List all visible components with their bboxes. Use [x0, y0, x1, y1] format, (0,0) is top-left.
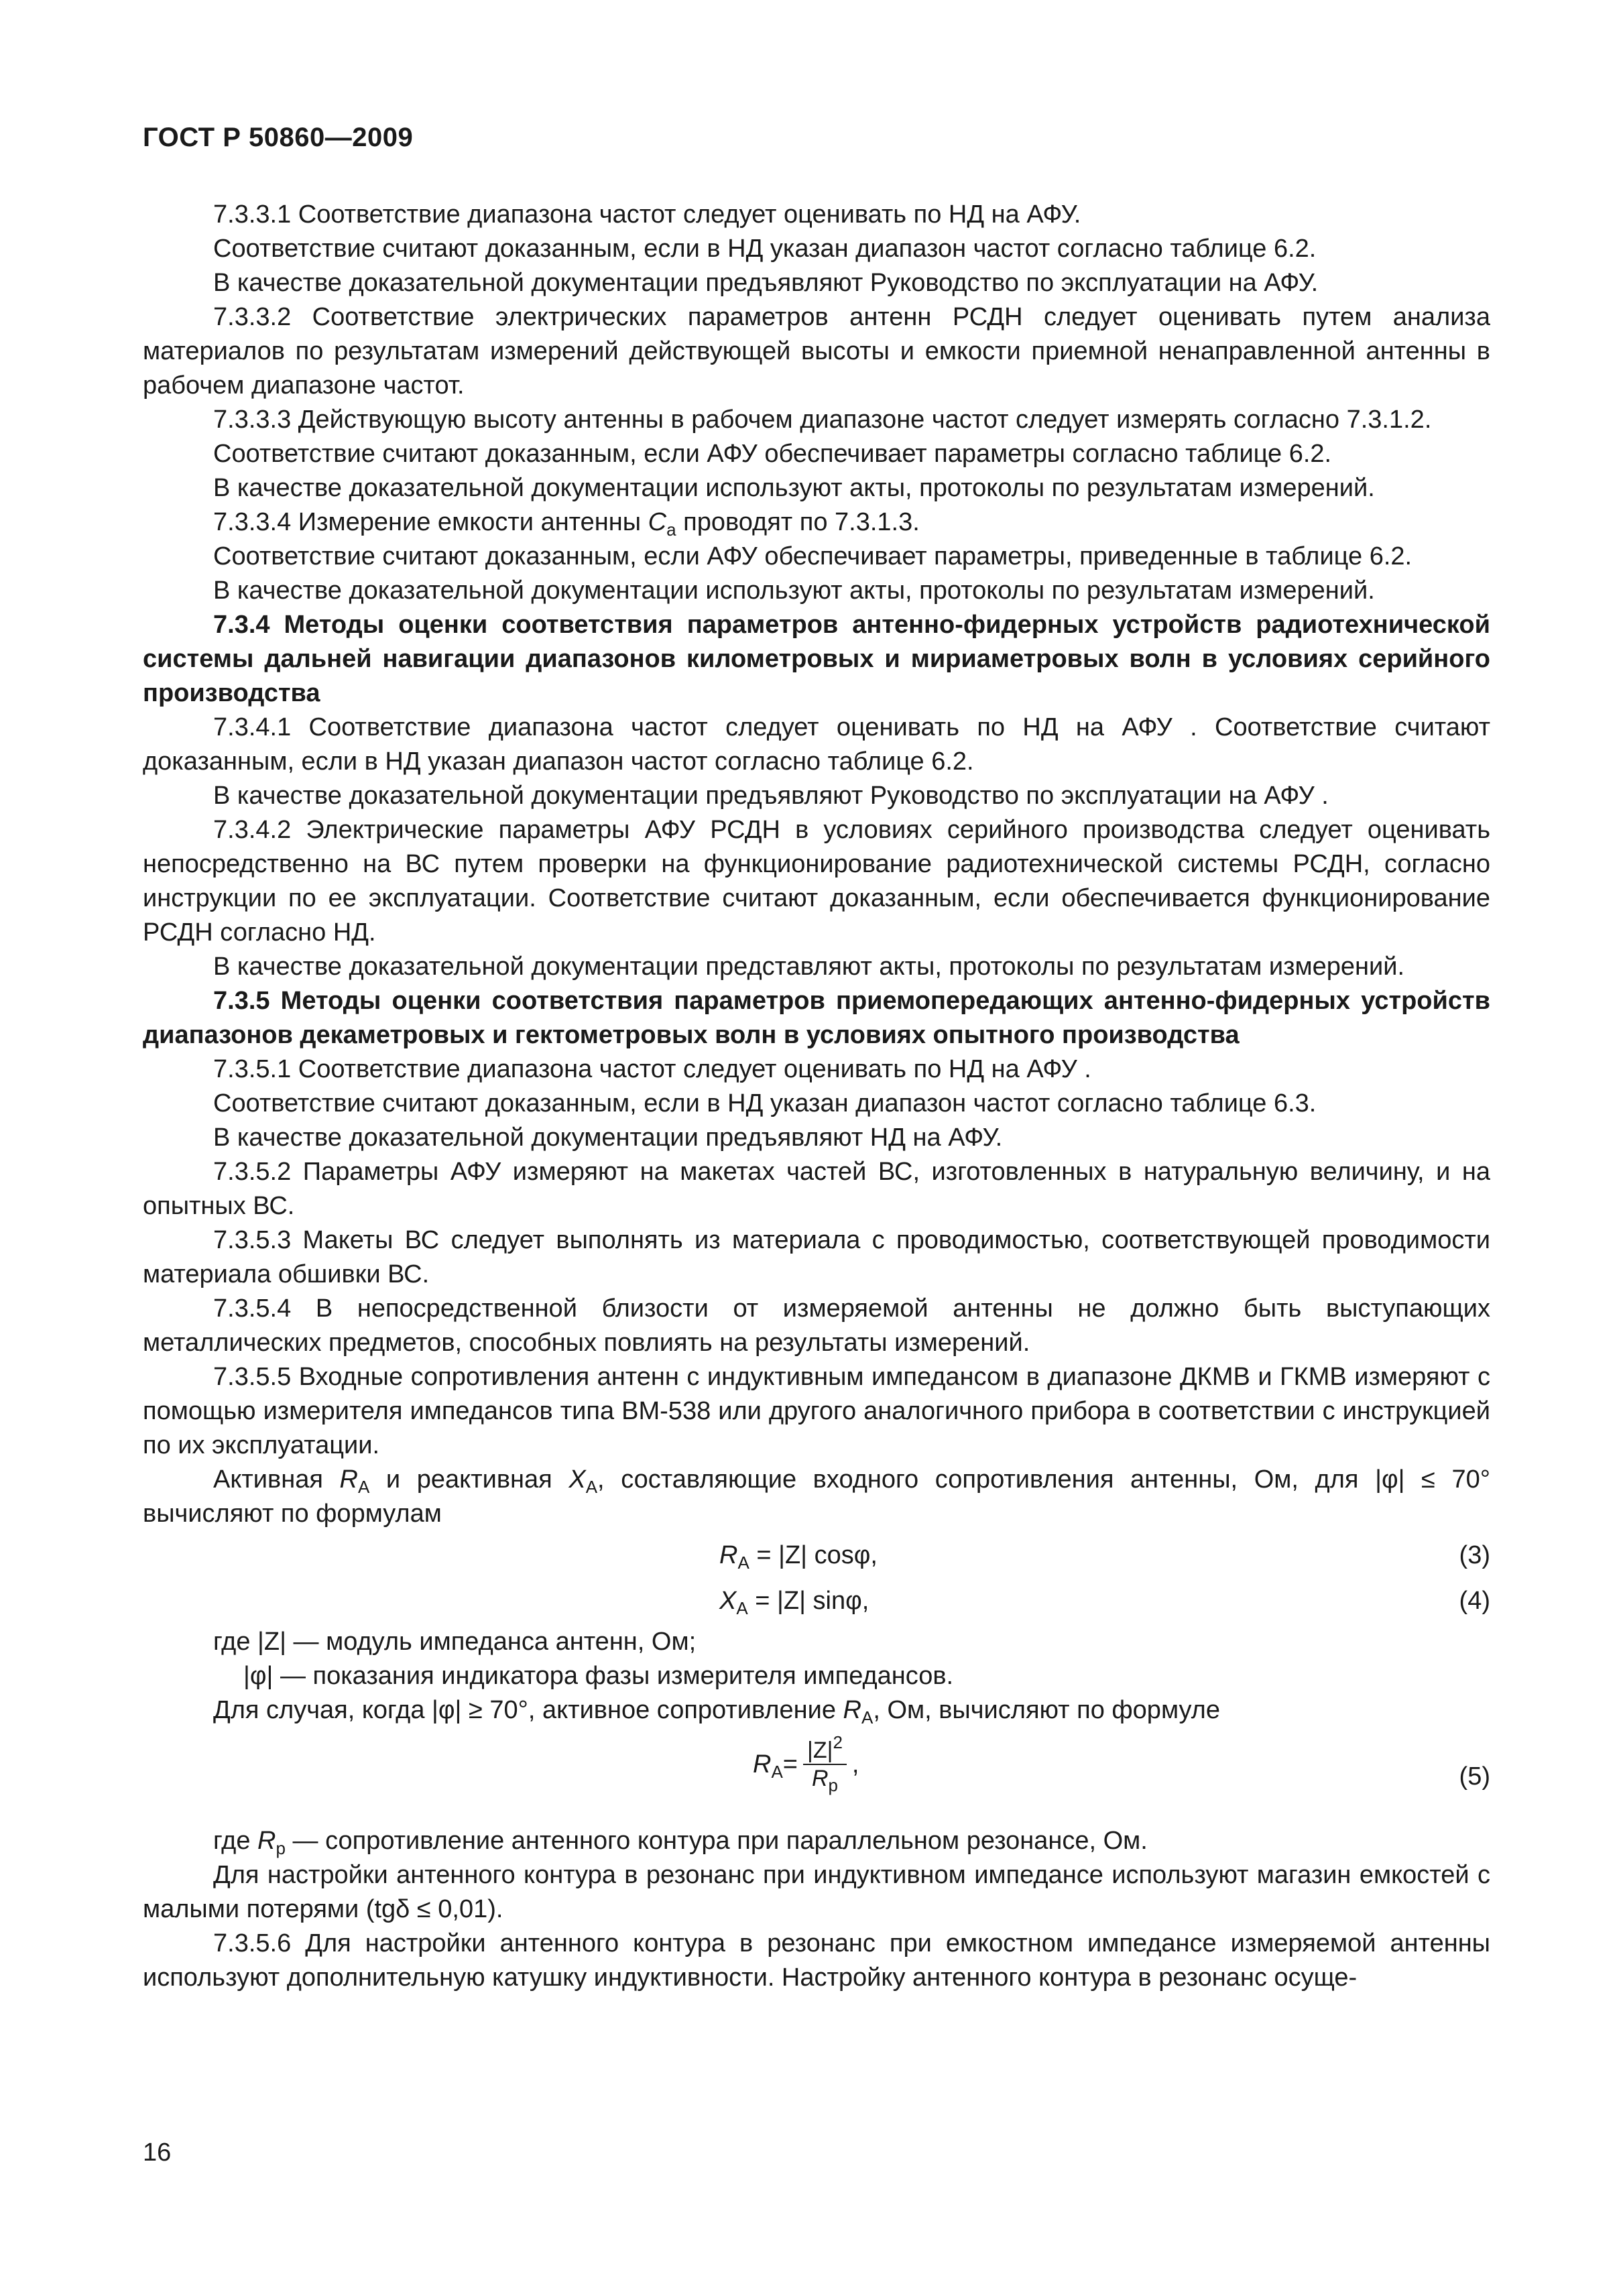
- math-subscript: A: [736, 1598, 748, 1618]
- math-subscript: A: [357, 1477, 370, 1497]
- paragraph: 7.3.5.1 Соответствие диапазона частот следует оценивать по НД на АФУ .: [213, 1055, 1091, 1083]
- text-run: проводят по 7.3.1.3.: [676, 508, 920, 536]
- page-number: 16: [143, 2138, 172, 2167]
- math-variable: R: [843, 1696, 861, 1724]
- math-variable: R: [753, 1750, 772, 1778]
- text-run: — сопротивление антенного контура при параллельном резонансе, Ом.: [285, 1827, 1148, 1855]
- equation-number: (3): [1459, 1541, 1490, 1569]
- paragraph: 7.3.5.6 Для настройки антенного контура в резонанс при емкостном импедансе измеряемой антенны используют дополнительную катушку индуктивности. Настройку антенного контура в резонанс осуще-: [143, 1929, 1490, 1992]
- paragraph: [143, 1463, 1490, 1531]
- text-run: и реактивная: [369, 1465, 569, 1494]
- fraction-denominator: [808, 1765, 842, 1795]
- paragraph: 7.3.3.1 Соответствие диапазона частот следует оценивать по НД на АФУ.: [213, 200, 1081, 229]
- formula-3: [143, 1534, 1490, 1577]
- math-variable: C: [648, 508, 667, 536]
- math-superscript: 2: [833, 1732, 843, 1752]
- formula-expression: [719, 1534, 878, 1577]
- document-body: [143, 198, 1490, 1995]
- formula-rhs: = |Z| sinφ,: [747, 1587, 869, 1615]
- paragraph: Соответствие считают доказанным, если АФУ обеспечивает параметры согласно таблице 6.2.: [213, 440, 1332, 468]
- equals-sign: =: [782, 1750, 798, 1778]
- math-variable: R: [339, 1465, 358, 1494]
- math-variable: X: [719, 1587, 737, 1615]
- paragraph: Соответствие считают доказанным, если АФУ обеспечивает параметры, приведенные в таблице 6.2.: [213, 542, 1412, 570]
- paragraph: [143, 505, 1490, 540]
- math-variable: R: [719, 1541, 738, 1569]
- fraction-numerator: [803, 1732, 847, 1765]
- paragraph: Соответствие считают доказанным, если в НД указан диапазон частот согласно таблице 6.2.: [213, 235, 1317, 263]
- paragraph: В качестве доказательной документации используют акты, протоколы по результатам измерений.: [213, 474, 1375, 502]
- paragraph: 7.3.5.5 Входные сопротивления антенн с индуктивным импедансом в диапазоне ДКМВ и ГКМВ измеряют с помощью измерителя импедансов типа ВМ-538 или другого аналогичного прибора в соответствии с инструкцией по их эксплуатации.: [143, 1363, 1490, 1459]
- formula-legend: [143, 1824, 1490, 1858]
- paragraph: В качестве доказательной документации представляют акты, протоколы по результатам измерений.: [213, 953, 1405, 981]
- math-subscript: A: [771, 1761, 783, 1782]
- formula-rhs: = |Z| cosφ,: [749, 1541, 878, 1569]
- text-run: где: [213, 1827, 258, 1855]
- paragraph: [143, 1693, 1490, 1728]
- math-subscript: p: [276, 1838, 286, 1858]
- math-subscript: p: [828, 1775, 838, 1795]
- punctuation: ,: [851, 1750, 859, 1778]
- paragraph: 7.3.5.2 Параметры АФУ измеряют на макетах частей ВС, изготовленных в натуральную величину, и на опытных ВС.: [143, 1158, 1490, 1220]
- document-header: ГОСТ Р 50860—2009: [143, 123, 414, 152]
- formula-4: [143, 1579, 1490, 1622]
- paragraph: В качестве доказательной документации предъявляют НД на АФУ.: [213, 1124, 1003, 1152]
- math-variable: X: [568, 1465, 586, 1494]
- text-run: 7.3.3.4 Измерение емкости антенны: [213, 508, 648, 536]
- formula-5: [143, 1733, 1490, 1813]
- text-run: |Z|: [807, 1738, 833, 1763]
- fraction: [803, 1732, 847, 1795]
- text-run: , Ом, вычисляют по формуле: [873, 1696, 1220, 1724]
- math-variable: R: [257, 1827, 276, 1855]
- paragraph: 7.3.3.2 Соответствие электрических параметров антенн РСДН следует оценивать путем анализа материалов по результатам измерений действующей высоты и емкости приемной ненаправленной антенны в рабочем диапазоне частот.: [143, 303, 1490, 400]
- paragraph: 7.3.5.3 Макеты ВС следует выполнять из материала с проводимостью, соответствующей проводимости материала обшивки ВС.: [143, 1226, 1490, 1288]
- formula-expression: [719, 1579, 869, 1622]
- math-subscript: A: [861, 1707, 874, 1728]
- paragraph: В качестве доказательной документации используют акты, протоколы по результатам измерений.: [213, 577, 1375, 605]
- math-variable: R: [811, 1766, 829, 1791]
- paragraph: 7.3.4.1 Соответствие диапазона частот следует оценивать по НД на АФУ . Соответствие считают доказанным, если в НД указан диапазон частот согласно таблице 6.2.: [143, 713, 1490, 776]
- formula-lhs: [753, 1748, 783, 1782]
- paragraph: Для настройки антенного контура в резонанс при индуктивном импедансе используют магазин емкостей с малыми потерями (tgδ ≤ 0,01).: [143, 1861, 1490, 1923]
- paragraph: Соответствие считают доказанным, если в НД указан диапазон частот согласно таблице 6.3.: [213, 1089, 1317, 1117]
- equation-number: (5): [1459, 1762, 1490, 1791]
- section-heading: 7.3.5 Методы оценки соответствия параметров приемопередающих антенно-фидерных устройств диапазонов декаметровых и гектометровых волн в условиях опытного производства: [143, 987, 1490, 1049]
- math-subscript: A: [737, 1553, 749, 1573]
- paragraph: 7.3.5.4 В непосредственной близости от измеряемой антенны не должно быть выступающих металлических предметов, способных повлиять на результаты измерений.: [143, 1294, 1490, 1357]
- paragraph: В качестве доказательной документации предъявляют Руководство по эксплуатации на АФУ.: [213, 269, 1319, 297]
- section-heading: 7.3.4 Методы оценки соответствия параметров антенно-фидерных устройств радиотехнической системы дальней навигации диапазонов километровых и мириаметровых волн в условиях серийного производства: [143, 611, 1490, 707]
- paragraph: 7.3.4.2 Электрические параметры АФУ РСДН в условиях серийного производства следует оценивать непосредственно на ВС путем проверки на функционирование радиотехнической системы РСДН, согласно инструкции по ее эксплуатации. Соответствие считают доказанным, если обеспечивается функционирование РСДН согласно НД.: [143, 816, 1490, 947]
- formula-expression: [753, 1732, 859, 1795]
- formula-legend: где |Z| — модуль импеданса антенн, Ом;: [213, 1628, 697, 1656]
- text-run: Для случая, когда |φ| ≥ 70°, активное сопротивление: [213, 1696, 843, 1724]
- math-subscript: a: [666, 520, 676, 540]
- equation-number: (4): [1459, 1587, 1490, 1615]
- formula-legend: |φ| — показания индикатора фазы измерителя импедансов.: [243, 1662, 954, 1690]
- paragraph: В качестве доказательной документации предъявляют Руководство по эксплуатации на АФУ .: [213, 782, 1329, 810]
- paragraph: 7.3.3.3 Действующую высоту антенны в рабочем диапазоне частот следует измерять согласно 7.3.1.2.: [213, 406, 1432, 434]
- text-run: Активная: [213, 1465, 340, 1494]
- text-run: , составляющие входного сопротивления антенны, Ом, для |φ| ≤ 70° вычисляют по формулам: [143, 1465, 1490, 1528]
- math-subscript: A: [585, 1477, 598, 1497]
